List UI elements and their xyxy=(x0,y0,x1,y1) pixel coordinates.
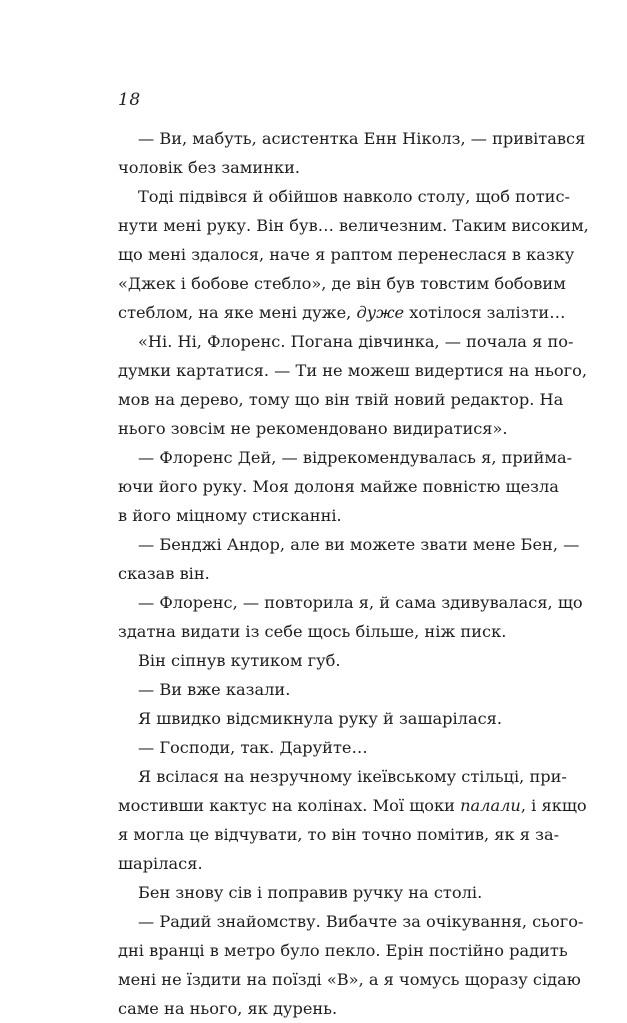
line-text: в його міцному стисканні. xyxy=(118,506,342,525)
text-line xyxy=(118,849,556,878)
text-line xyxy=(118,414,556,443)
line-text: — Ви вже казали. xyxy=(138,680,291,699)
line-text: — Господи, так. Даруйте… xyxy=(138,738,368,757)
line-text: Я швидко відсмикнула руку й зашарілася. xyxy=(138,709,503,728)
italic-emphasis: дуже xyxy=(356,303,405,322)
line-text: мені не їздити на поїзді «В», а я чомусь щоразу сідаю xyxy=(118,970,581,989)
text-line xyxy=(118,675,556,704)
line-text: мов на дерево, тому що він твій новий редактор. На xyxy=(118,390,564,409)
italic-emphasis: палали xyxy=(460,796,521,815)
line-text: — Ви, мабуть, асистентка Енн Ніколз, — привітався xyxy=(138,129,586,148)
text-line xyxy=(118,820,560,849)
text-line xyxy=(118,965,581,994)
line-text: шарілася. xyxy=(118,854,203,873)
line-text: здатна видати із себе щось більше, ніж писк. xyxy=(118,622,507,641)
text-line xyxy=(118,501,556,530)
line-text-continued: хотілося залізти… xyxy=(404,303,566,322)
line-text: саме на нього, як дурень. xyxy=(118,999,338,1018)
text-line xyxy=(118,298,566,327)
text-line xyxy=(118,211,589,240)
line-text: мостивши кактус на колінах. Мої щоки xyxy=(118,796,461,815)
text-line xyxy=(118,588,583,617)
line-text: — Радий знайомству. Вибачте за очікування, сього- xyxy=(138,912,584,931)
text-line xyxy=(118,240,575,269)
text-line xyxy=(118,269,566,298)
text-line xyxy=(118,762,567,791)
line-text: Він сіпнув кутиком губ. xyxy=(138,651,341,670)
line-text: нього зовсім не рекомендовано видиратися». xyxy=(118,419,508,438)
text-line xyxy=(118,124,586,153)
line-text: нути мені руку. Він був… величезним. Таким високим, xyxy=(118,216,589,235)
line-text: — Флоренс, — повторила я, й сама здивувалася, що xyxy=(138,593,583,612)
line-text-continued: , і якщо xyxy=(520,796,587,815)
text-line xyxy=(118,356,588,385)
line-text: я могла це відчувати, то він точно помітив, як я за- xyxy=(118,825,560,844)
line-text: — Флоренс Дей, — відрекомендувалась я, прийма- xyxy=(138,448,573,467)
text-line xyxy=(118,704,556,733)
text-line xyxy=(118,878,556,907)
line-text: Я всілася на незручному ікеївському стільці, при- xyxy=(138,767,567,786)
line-text: «Ні. Ні, Флоренс. Погана дівчинка, — почала я по- xyxy=(138,332,574,351)
text-line xyxy=(118,385,564,414)
line-text: — Бенджі Андор, але ви можете звати мене Бен, — xyxy=(138,535,580,554)
line-text: дні вранці в метро було пекло. Ерін постійно радить xyxy=(118,941,568,960)
text-line xyxy=(118,936,568,965)
text-line xyxy=(118,153,556,182)
text-line xyxy=(118,182,570,211)
text-line xyxy=(118,559,556,588)
line-text: Бен знову сів і поправив ручку на столі. xyxy=(138,883,483,902)
line-text: «Джек і бобове стебло», де він був товстим бобовим xyxy=(118,274,566,293)
text-line xyxy=(118,327,574,356)
line-text: ючи його руку. Моя долоня майже повністю щезла xyxy=(118,477,559,496)
text-line xyxy=(118,530,580,559)
text-line xyxy=(118,907,584,936)
line-text: що мені здалося, наче я раптом перенеслася в казку xyxy=(118,245,575,264)
text-line xyxy=(118,646,556,675)
text-line xyxy=(118,733,556,762)
text-line xyxy=(118,472,559,501)
line-text: сказав він. xyxy=(118,564,210,583)
text-line xyxy=(118,617,556,646)
text-line xyxy=(118,994,556,1023)
line-text: думки картатися. — Ти не можеш видертися на нього, xyxy=(118,361,588,380)
text-line xyxy=(118,791,587,820)
line-text: чоловік без заминки. xyxy=(118,158,301,177)
line-text: стеблом, на яке мені дуже, xyxy=(118,303,357,322)
body-text xyxy=(118,124,589,1023)
text-line xyxy=(118,443,573,472)
page-number: 18 xyxy=(118,90,141,110)
line-text: Тоді підвівся й обійшов навколо столу, щоб потис- xyxy=(138,187,570,206)
